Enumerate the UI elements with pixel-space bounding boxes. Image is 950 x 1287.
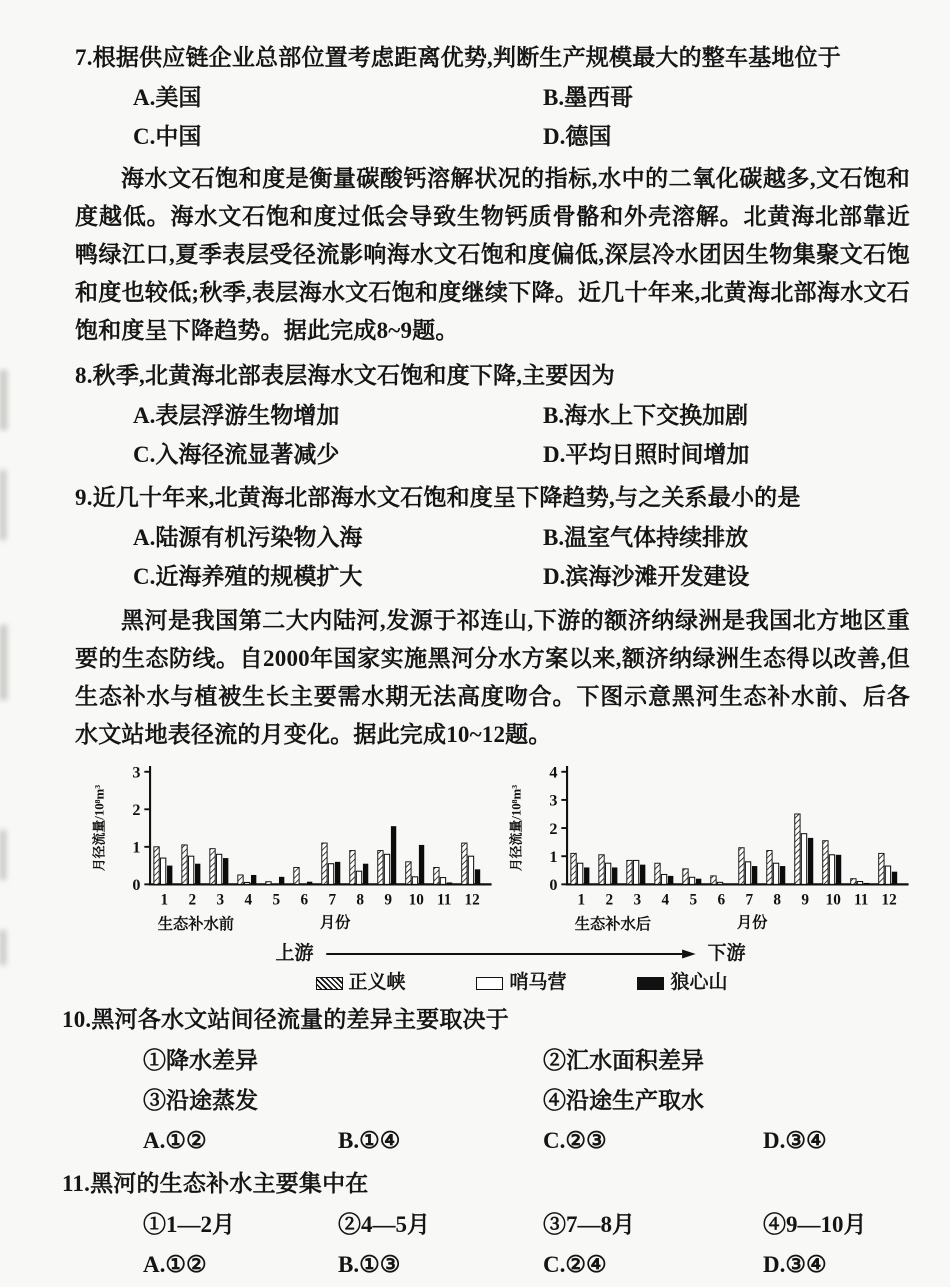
legend-item-zhengyixia (316, 970, 406, 996)
svg-text:8: 8 (356, 891, 365, 909)
item-10-2: ②汇水面积差异 (543, 1048, 704, 1073)
svg-text:10: 10 (408, 891, 424, 909)
question-10 (62, 1004, 910, 1156)
legend-item-langxinshan (637, 970, 727, 996)
svg-text:月径流量/10⁸m³: 月径流量/10⁸m³ (508, 784, 523, 872)
svg-text:4: 4 (661, 891, 669, 909)
svg-text:月份: 月份 (319, 914, 351, 932)
option-9-b: B.温室气体持续排放 (543, 525, 749, 550)
question-9-stem: 9.近几十年来,北黄海北部海水文石饱和度呈下降趋势,与之关系最小的是 (75, 485, 801, 510)
svg-text:2: 2 (605, 891, 613, 909)
option-10-a: A.①② (143, 1128, 207, 1153)
item-10-3: ③沿途蒸发 (143, 1088, 258, 1113)
question-7-options-row-2 (75, 122, 910, 152)
chart-legend (276, 942, 746, 996)
question-11-answers-row (75, 1250, 910, 1280)
svg-text:11: 11 (436, 891, 452, 909)
svg-text:1: 1 (160, 891, 169, 909)
option-8-a: A.表层浮游生物增加 (133, 403, 340, 428)
option-10-b: B.①④ (338, 1128, 401, 1153)
legend-items (276, 966, 746, 996)
question-8-stem: 8.秋季,北黄海北部表层海水文石饱和度下降,主要因为 (75, 363, 615, 388)
scan-smudge (0, 470, 6, 540)
item-10-1: ①降水差异 (143, 1048, 258, 1073)
option-8-c: C.入海径流显著减少 (133, 442, 340, 467)
chart-before-replenishment (89, 758, 494, 942)
question-7 (75, 42, 910, 152)
option-11-d: D.③④ (763, 1252, 827, 1277)
svg-text:3: 3 (132, 763, 141, 782)
option-11-b: B.①③ (338, 1252, 401, 1277)
option-9-a: A.陆源有机污染物入海 (133, 525, 363, 550)
option-9-c: C.近海养殖的规模扩大 (133, 564, 363, 589)
scan-smudge (0, 930, 6, 965)
question-9-options-row-1 (75, 523, 910, 553)
question-8 (75, 360, 910, 470)
option-9-d: D.滨海沙滩开发建设 (543, 564, 750, 589)
item-10-4: ④沿途生产取水 (543, 1088, 704, 1113)
svg-text:3: 3 (216, 891, 225, 909)
svg-text:2: 2 (188, 891, 197, 909)
question-10-stem: 10.黑河各水文站间径流量的差异主要取决于 (62, 1007, 509, 1032)
svg-text:1: 1 (577, 891, 585, 909)
svg-text:2: 2 (548, 819, 558, 838)
white-swatch-icon (476, 977, 503, 990)
legend-label: 哨马营 (509, 972, 567, 993)
svg-text:7: 7 (744, 891, 753, 909)
svg-text:4: 4 (244, 891, 253, 909)
svg-text:11: 11 (853, 891, 868, 909)
svg-text:7: 7 (328, 891, 337, 909)
right-arrow-icon (324, 948, 698, 960)
svg-text:10: 10 (825, 891, 841, 909)
option-11-a: A.①② (143, 1252, 207, 1277)
scan-smudge (0, 830, 6, 880)
svg-text:5: 5 (272, 891, 281, 909)
question-11 (62, 1168, 910, 1280)
svg-text:月径流量/10⁸m³: 月径流量/10⁸m³ (92, 784, 107, 872)
question-8-options-row-2 (75, 440, 910, 470)
question-8-options-row-1 (75, 401, 910, 431)
svg-text:2: 2 (132, 801, 141, 820)
upstream-label: 上游 (275, 943, 314, 964)
svg-text:生态补水前: 生态补水前 (157, 916, 234, 934)
item-11-2: ②4—5月 (338, 1212, 430, 1237)
item-11-3: ③7—8月 (543, 1212, 635, 1237)
downstream-label: 下游 (707, 943, 746, 964)
svg-text:8: 8 (772, 891, 781, 909)
svg-text:4: 4 (548, 763, 558, 782)
chart-after-replenishment (506, 758, 911, 942)
svg-text:9: 9 (384, 891, 393, 909)
question-10-answers-row (75, 1126, 910, 1156)
svg-text:6: 6 (716, 891, 725, 909)
black-swatch-icon (637, 977, 664, 990)
svg-text:12: 12 (464, 891, 480, 909)
svg-text:1: 1 (548, 847, 558, 866)
passage-aragonite: 海水文石饱和度是衡量碳酸钙溶解状况的指标,水中的二氧化碳越多,文石饱和度越低。海水文石饱和度过低会导致生物钙质骨骼和外壳溶解。北黄海北部靠近鸭绿江口,夏季表层受径流影响海水文石饱和度偏低,深层冷水团因生物集聚文石饱和度也较低;秋季,表层海水文石饱和度继续下降。近几十年来,北黄海北部海水文石饱和度呈下降趋势。据此完成8~9题。 (75, 166, 910, 343)
passage-heihe: 黑河是我国第二大内陆河,发源于祁连山,下游的额济纳绿洲是我国北方地区重要的生态防线。自2000年国家实施黑河分水方案以来,额济纳绿洲生态得以改善,但生态补水与植被生长主要需水期无法高度吻合。下图示意黑河生态补水前、后各水文站地表径流的月变化。据此完成10~12题。 (75, 608, 910, 747)
svg-text:0: 0 (132, 876, 141, 895)
question-11-stem: 11.黑河的生态补水主要集中在 (62, 1171, 369, 1196)
question-10-items-row-2 (75, 1086, 910, 1116)
legend-item-shaomaying (476, 970, 566, 996)
svg-text:12: 12 (881, 891, 897, 909)
option-11-c: C.②④ (543, 1252, 607, 1277)
question-7-options-row-1 (75, 83, 910, 113)
scan-smudge (0, 370, 7, 430)
option-10-d: D.③④ (763, 1128, 827, 1153)
question-9 (75, 482, 910, 592)
svg-text:3: 3 (548, 791, 558, 810)
svg-text:6: 6 (300, 891, 309, 909)
option-8-b: B.海水上下交换加剧 (543, 403, 749, 428)
svg-text:生态补水后: 生态补水后 (574, 916, 651, 934)
question-9-options-row-2 (75, 562, 910, 592)
svg-text:3: 3 (633, 891, 641, 909)
svg-text:0: 0 (548, 876, 558, 895)
question-10-items-row-1 (75, 1046, 910, 1076)
option-8-d: D.平均日照时间增加 (543, 442, 750, 467)
svg-text:9: 9 (800, 891, 809, 909)
question-11-items-row (75, 1210, 910, 1240)
legend-label: 狼心山 (670, 972, 728, 993)
item-11-1: ①1—2月 (143, 1212, 235, 1237)
option-7-c: C.中国 (133, 124, 202, 149)
svg-text:1: 1 (132, 838, 141, 857)
option-7-d: D.德国 (543, 124, 612, 149)
upstream-downstream-axis (276, 942, 746, 966)
svg-text:5: 5 (688, 891, 697, 909)
scan-smudge (0, 625, 7, 700)
option-7-b: B.墨西哥 (543, 85, 634, 110)
item-11-4: ④9—10月 (763, 1212, 867, 1237)
question-7-stem: 7.根据供应链企业总部位置考虑距离优势,判断生产规模最大的整车基地位于 (75, 45, 841, 70)
legend-label: 正义峡 (348, 972, 406, 993)
option-7-a: A.美国 (133, 85, 202, 110)
hatched-swatch-icon (316, 977, 343, 990)
svg-text:月份: 月份 (736, 914, 767, 932)
charts-row (89, 758, 910, 942)
option-10-c: C.②③ (543, 1128, 607, 1153)
